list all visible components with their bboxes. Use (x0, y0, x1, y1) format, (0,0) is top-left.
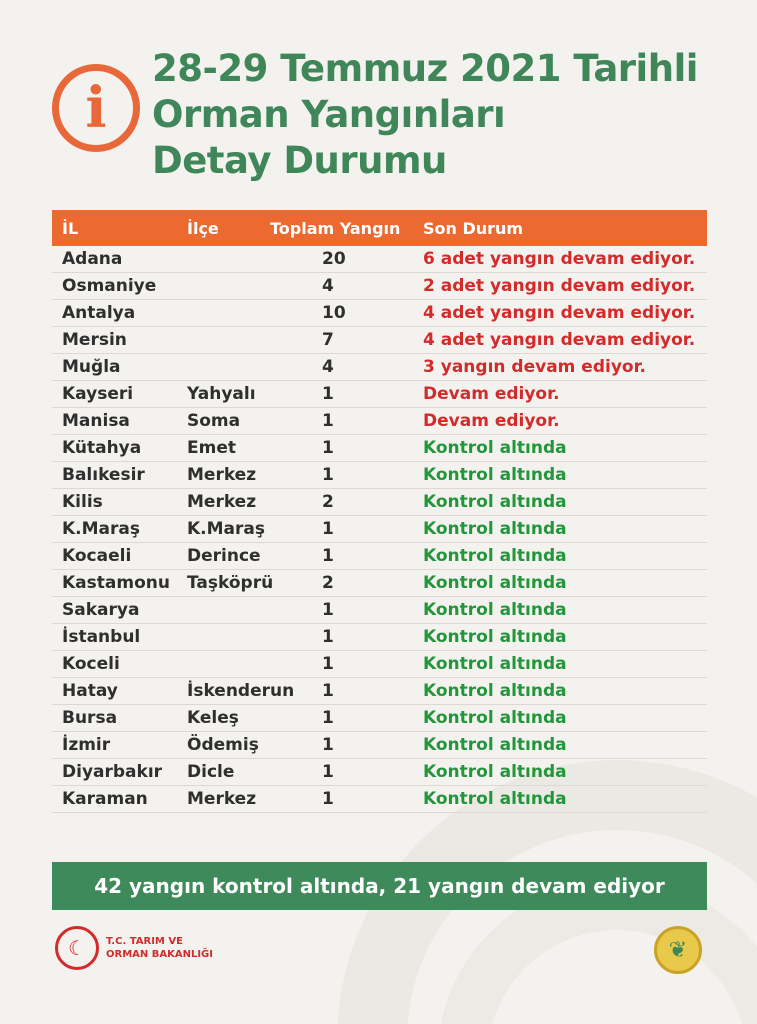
cell-durum: Devam ediyor. (423, 384, 560, 404)
cell-ilce: Keleş (187, 708, 239, 728)
header-toplam: Toplam Yangın (270, 219, 401, 238)
cell-il: Mersin (62, 330, 127, 350)
cell-toplam: 20 (322, 249, 346, 269)
table-row (52, 300, 707, 327)
title-line-1: 28-29 Temmuz 2021 Tarihli (152, 47, 698, 90)
cell-toplam: 1 (322, 519, 334, 539)
cell-durum: 4 adet yangın devam ediyor. (423, 330, 696, 350)
table-row (52, 327, 707, 354)
ministry-line-2: ORMAN BAKANLIĞI (106, 949, 213, 960)
table-row (52, 705, 707, 732)
cell-durum: Kontrol altında (423, 492, 567, 512)
cell-durum: 4 adet yangın devam ediyor. (423, 303, 696, 323)
cell-toplam: 4 (322, 357, 334, 377)
table-row (52, 408, 707, 435)
title-line-3: Detay Durumu (152, 139, 447, 182)
cell-ilce: Taşköprü (187, 573, 274, 593)
info-icon: i (52, 64, 140, 152)
cell-durum: 3 yangın devam ediyor. (423, 357, 647, 377)
cell-toplam: 1 (322, 789, 334, 809)
cell-toplam: 2 (322, 573, 334, 593)
cell-toplam: 2 (322, 492, 334, 512)
cell-ilce: Dicle (187, 762, 235, 782)
cell-il: Kilis (62, 492, 103, 512)
cell-durum: Kontrol altında (423, 708, 567, 728)
ministry-emblem-icon: ☾ (55, 926, 99, 970)
cell-toplam: 1 (322, 438, 334, 458)
table-row (52, 678, 707, 705)
cell-il: K.Maraş (62, 519, 140, 539)
cell-il: Kayseri (62, 384, 134, 404)
cell-ilce: Derince (187, 546, 261, 566)
cell-ilce: Merkez (187, 492, 257, 512)
cell-il: Kastamonu (62, 573, 170, 593)
cell-il: Osmaniye (62, 276, 157, 296)
cell-ilce: K.Maraş (187, 519, 265, 539)
cell-durum: Kontrol altında (423, 465, 567, 485)
table-row (52, 570, 707, 597)
cell-il: Sakarya (62, 600, 140, 620)
cell-durum: Kontrol altında (423, 600, 567, 620)
ministry-line-1: T.C. TARIM VE (106, 936, 183, 947)
title-line-2: Orman Yangınları (152, 93, 506, 136)
cell-il: İzmir (62, 735, 111, 755)
cell-durum: Devam ediyor. (423, 411, 560, 431)
cell-toplam: 10 (322, 303, 346, 323)
cell-toplam: 1 (322, 681, 334, 701)
table-body (52, 246, 707, 813)
cell-toplam: 1 (322, 762, 334, 782)
cell-il: Bursa (62, 708, 118, 728)
header-ilce: İlçe (187, 219, 219, 238)
cell-durum: Kontrol altında (423, 573, 567, 593)
cell-il: İstanbul (62, 627, 141, 647)
table-row (52, 381, 707, 408)
cell-il: Koceli (62, 654, 120, 674)
cell-il: Antalya (62, 303, 136, 323)
cell-toplam: 1 (322, 708, 334, 728)
table-row (52, 651, 707, 678)
cell-toplam: 1 (322, 465, 334, 485)
cell-durum: 2 adet yangın devam ediyor. (423, 276, 696, 296)
cell-durum: Kontrol altında (423, 789, 567, 809)
cell-toplam: 4 (322, 276, 334, 296)
cell-ilce: Yahyalı (187, 384, 256, 404)
cell-durum: Kontrol altında (423, 627, 567, 647)
table-row (52, 273, 707, 300)
cell-toplam: 1 (322, 384, 334, 404)
table-row (52, 786, 707, 813)
cell-toplam: 7 (322, 330, 334, 350)
table-row (52, 624, 707, 651)
header-il: İL (62, 219, 79, 238)
cell-toplam: 1 (322, 411, 334, 431)
cell-toplam: 1 (322, 546, 334, 566)
page-title (152, 46, 698, 184)
cell-toplam: 1 (322, 600, 334, 620)
table-row (52, 543, 707, 570)
table-row (52, 462, 707, 489)
table-row (52, 246, 707, 273)
cell-il: Kocaeli (62, 546, 132, 566)
cell-durum: Kontrol altında (423, 681, 567, 701)
cell-il: Muğla (62, 357, 121, 377)
table-row (52, 354, 707, 381)
cell-durum: 6 adet yangın devam ediyor. (423, 249, 696, 269)
cell-il: Manisa (62, 411, 130, 431)
cell-il: Balıkesir (62, 465, 145, 485)
table-row (52, 435, 707, 462)
header-durum: Son Durum (423, 219, 524, 238)
cell-toplam: 1 (322, 654, 334, 674)
forestry-emblem-icon: ❦ (654, 926, 702, 974)
cell-durum: Kontrol altında (423, 438, 567, 458)
cell-il: Adana (62, 249, 123, 269)
table-header (52, 210, 707, 246)
cell-il: Karaman (62, 789, 148, 809)
table-row (52, 732, 707, 759)
cell-ilce: Emet (187, 438, 236, 458)
table-row (52, 489, 707, 516)
cell-ilce: Ödemiş (187, 735, 259, 755)
cell-ilce: İskenderun (187, 681, 295, 701)
ministry-name (106, 935, 213, 961)
cell-ilce: Merkez (187, 789, 257, 809)
cell-il: Kütahya (62, 438, 142, 458)
cell-toplam: 1 (322, 735, 334, 755)
cell-ilce: Soma (187, 411, 241, 431)
cell-il: Diyarbakır (62, 762, 163, 782)
summary-banner: 42 yangın kontrol altında, 21 yangın devam ediyor (52, 862, 707, 910)
cell-durum: Kontrol altında (423, 735, 567, 755)
cell-durum: Kontrol altında (423, 519, 567, 539)
cell-durum: Kontrol altında (423, 654, 567, 674)
cell-durum: Kontrol altında (423, 546, 567, 566)
cell-toplam: 1 (322, 627, 334, 647)
cell-il: Hatay (62, 681, 118, 701)
table-row (52, 597, 707, 624)
table-row (52, 516, 707, 543)
table-row (52, 759, 707, 786)
cell-ilce: Merkez (187, 465, 257, 485)
cell-durum: Kontrol altında (423, 762, 567, 782)
